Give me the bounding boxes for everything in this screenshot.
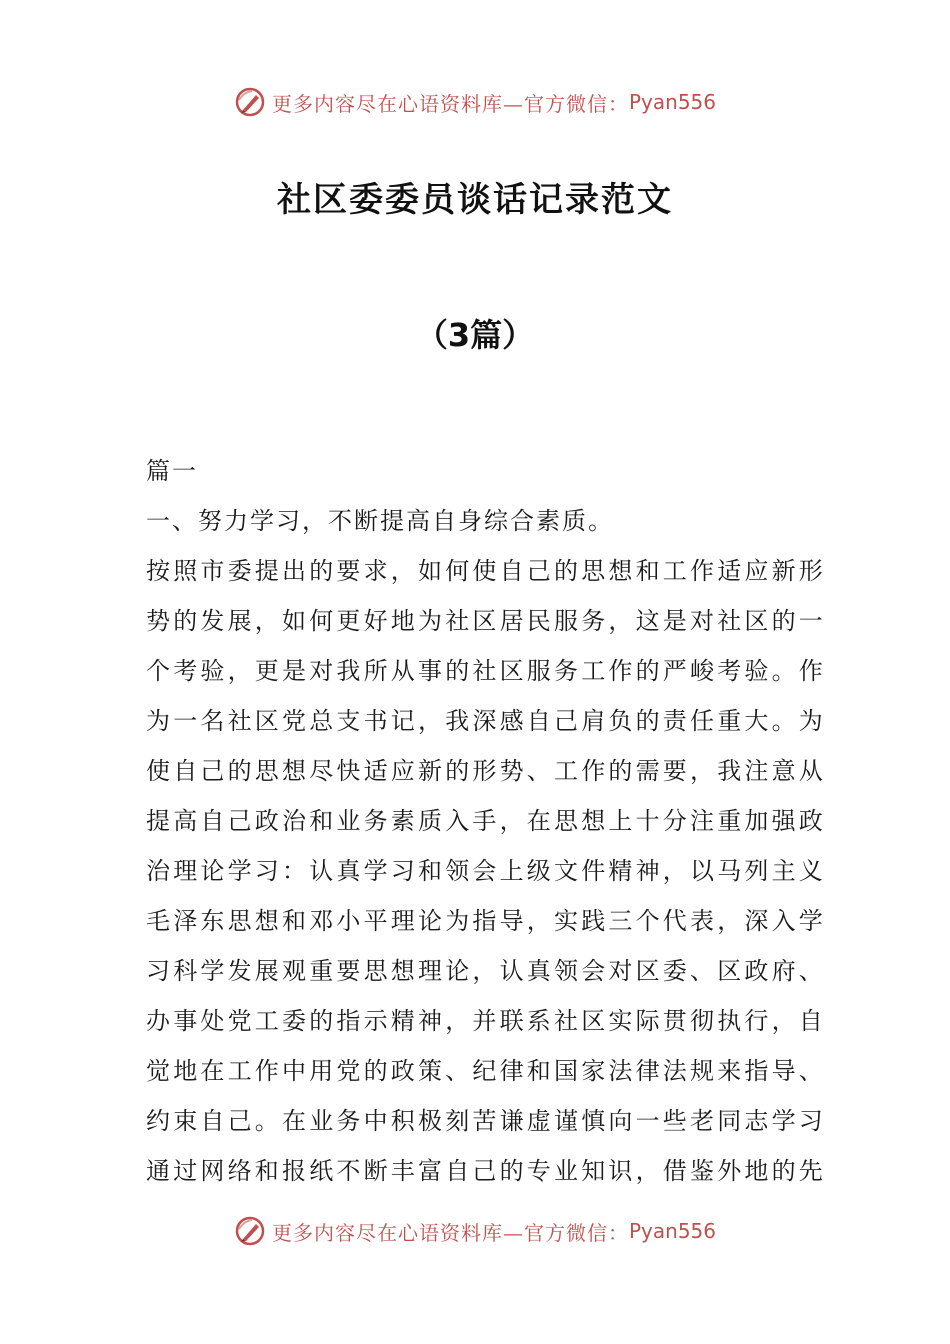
header-banner bbox=[0, 82, 950, 122]
section-heading: 篇一 bbox=[146, 457, 198, 485]
body-line: 使自己的思想尽快适应新的形势、工作的需要，我注意从 bbox=[146, 757, 826, 785]
body-line: 觉地在工作中用党的政策、纪律和国家法律法规来指导、 bbox=[146, 1057, 826, 1085]
body-line: 提高自己政治和业务素质入手，在思想上十分注重加强政 bbox=[146, 807, 826, 835]
body-line: 势的发展，如何更好地为社区居民服务，这是对社区的一 bbox=[146, 607, 826, 635]
document-count: （3篇） bbox=[415, 316, 535, 354]
body-line: 毛泽东思想和邓小平理论为指导，实践三个代表，深入学 bbox=[146, 907, 826, 935]
document-body bbox=[146, 446, 826, 1196]
header-banner-account: Pyan556 bbox=[628, 90, 716, 114]
footer-banner-account: Pyan556 bbox=[628, 1219, 716, 1243]
body-line: 为一名社区党总支书记，我深感自己肩负的责任重大。为 bbox=[146, 707, 826, 735]
body-line: 治理论学习：认真学习和领会上级文件精神，以马列主义 bbox=[146, 857, 826, 885]
pen-logo-icon bbox=[234, 86, 266, 118]
body-line: 办事处党工委的指示精神，并联系社区实际贯彻执行，自 bbox=[146, 1007, 826, 1035]
body-line: 通过网络和报纸不断丰富自己的专业知识，借鉴外地的先 bbox=[146, 1157, 826, 1185]
document-title: 社区委委员谈话记录范文 bbox=[277, 180, 673, 220]
pen-logo-icon bbox=[234, 1215, 266, 1247]
body-line: 个考验，更是对我所从事的社区服务工作的严峻考验。作 bbox=[146, 657, 826, 685]
body-line: 习科学发展观重要思想理论，认真领会对区委、区政府、 bbox=[146, 957, 826, 985]
footer-banner bbox=[0, 1211, 950, 1251]
footer-banner-text: 更多内容尽在心语资料库—官方微信： bbox=[271, 1220, 629, 1245]
subheading: 一、努力学习，不断提高自身综合素质。 bbox=[146, 507, 614, 535]
header-banner-text: 更多内容尽在心语资料库—官方微信： bbox=[271, 91, 629, 116]
body-line: 按照市委提出的要求，如何使自己的思想和工作适应新形 bbox=[146, 557, 826, 585]
body-line: 约束自己。在业务中积极刻苦谦虚谨慎向一些老同志学习 bbox=[146, 1107, 826, 1135]
